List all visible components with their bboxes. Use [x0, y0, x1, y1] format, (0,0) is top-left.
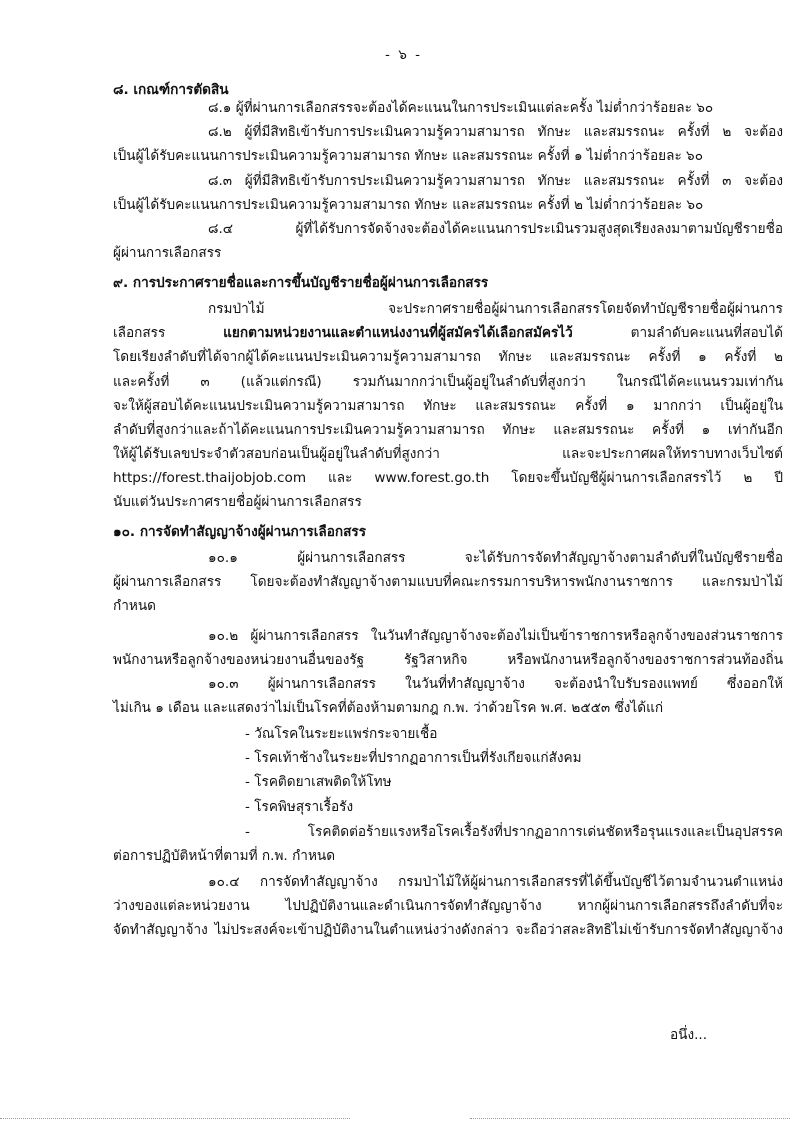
- section-10-1-line1: ๑๐.๑ ผู้ผ่านการเลือกสรร จะได้รับการจัดทำสัญญาจ้างตามลำดับที่ในบัญชีรายชื่อ: [208, 550, 783, 566]
- section-9-line5: จะให้ผู้สอบได้คะแนนประเมินความรู้ความสามารถ ทักษะ และสมรรถนะ ครั้งที่ ๑ มากกว่า เป็นผู้อยู่ใน: [113, 398, 783, 414]
- section-10-4-line1: ๑๐.๔ การจัดทำสัญญาจ้าง กรมป่าไม้ให้ผู้ผ่านการเลือกสรรที่ได้ขึ้นบัญชีไว้ตามจำนวนตำแหน่ง: [208, 874, 783, 890]
- section-10-1-line2: ผู้ผ่านการเลือกสรร โดยจะต้องทำสัญญาจ้างตามแบบที่คณะกรรมการบริหารพนักงานราชการ และกรมป่าไม้: [113, 574, 783, 590]
- disease-item-5-cont: ต่อการปฏิบัติหน้าที่ตามที่ ก.พ. กำหนด: [113, 848, 336, 864]
- section-9-line1: กรมป่าไม้ จะประกาศรายชื่อผู้ผ่านการเลือกสรรโดยจัดทำบัญชีรายชื่อผู้ผ่านการ: [208, 301, 783, 317]
- section-9-title: ๙. การประกาศรายชื่อและการขึ้นบัญชีรายชื่อผู้ผ่านการเลือกสรร: [113, 275, 489, 291]
- section-8-3-line2: เป็นผู้ได้รับคะแนนการประเมินความรู้ความสามารถ ทักษะ และสมรรถนะ ครั้งที่ ๒ ไม่ต่ำกว่าร้อยละ ๖๐: [113, 197, 704, 213]
- section-9-line3: โดยเรียงลำดับที่ได้จากผู้ได้คะแนนประเมินความรู้ความสามารถ ทักษะ และสมรรถนะ ครั้งที่ ๑ ครั้งที่ ๒: [113, 349, 783, 365]
- page-number: - ๖ -: [385, 47, 423, 63]
- section-9-line6: ลำดับที่สูงกว่าและถ้าได้คะแนนการประเมินความรู้ความสามารถ ทักษะ และสมรรถนะ ครั้งที่ ๑ เท่ากันอีก: [113, 422, 783, 438]
- disease-item-3: - โรคติดยาเสพติดให้โทษ: [245, 774, 392, 790]
- section-10-3-line2: ไม่เกิน ๑ เดือน และแสดงว่าไม่เป็นโรคที่ต้องห้ามตามกฎ ก.พ. ว่าด้วยโรค พ.ศ. ๒๕๕๓ ซึ่งได้แก่: [113, 700, 664, 716]
- section-8-4-line2: ผู้ผ่านการเลือกสรร: [113, 245, 222, 261]
- section-9-line2-end: ตามลำดับคะแนนที่สอบได้: [630, 325, 783, 341]
- section-8-title: ๘. เกณฑ์การตัดสิน: [113, 82, 229, 98]
- section-10-2-line1: ๑๐.๒ ผู้ผ่านการเลือกสรร ในวันทำสัญญาจ้างจะต้องไม่เป็นข้าราชการหรือลูกจ้างของส่วนราชการ: [208, 628, 783, 644]
- bottom-divider-left: [0, 1118, 350, 1119]
- section-8-1: ๘.๑ ผู้ที่ผ่านการเลือกสรรจะต้องได้คะแนนในการประเมินแต่ละครั้ง ไม่ต่ำกว่าร้อยละ ๖๐: [208, 100, 714, 116]
- section-8-2-line2: เป็นผู้ได้รับคะแนนการประเมินความรู้ความสามารถ ทักษะ และสมรรถนะ ครั้งที่ ๑ ไม่ต่ำกว่าร้อยละ ๖๐: [113, 148, 703, 164]
- disease-item-1: - วัณโรคในระยะแพร่กระจายเชื้อ: [245, 726, 438, 742]
- section-8-3-line1: ๘.๓ ผู้ที่มีสิทธิเข้ารับการประเมินความรู้ความสามารถ ทักษะ และสมรรถนะ ครั้งที่ ๓ จะต้อง: [208, 173, 783, 189]
- section-9-line2: [113, 323, 783, 343]
- section-9-line4: และครั้งที่ ๓ (แล้วแต่กรณี) รวมกันมากกว่าเป็นผู้อยู่ในลำดับที่สูงกว่า ในกรณีได้คะแนนรวมเท่ากัน: [113, 374, 783, 390]
- bottom-divider-right: [470, 1118, 790, 1119]
- section-8-4-line1: ๘.๔ ผู้ที่ได้รับการจัดจ้างจะต้องได้คะแนนการประเมินรวมสูงสุดเรียงลงมาตามบัญชีรายชื่อ: [208, 221, 783, 237]
- section-10-2-line2: พนักงานหรือลูกจ้างของหน่วยงานอื่นของรัฐ รัฐวิสาหกิจ หรือพนักงานหรือลูกจ้างของราชการส่วนท้องถิ่น: [113, 652, 783, 668]
- section-10-4-line3: จัดทำสัญญาจ้าง ไม่ประสงค์จะเข้าปฏิบัติงานในตำแหน่งว่างดังกล่าว จะถือว่าสละสิทธิไม่เข้ารับการจัดทำสัญญาจ้าง: [113, 922, 783, 938]
- section-9-line9: นับแต่วันประกาศรายชื่อผู้ผ่านการเลือกสรร: [113, 494, 362, 510]
- section-9-line2-start: เลือกสรร: [113, 325, 166, 341]
- continuation-text: อนึ่ง...: [670, 1027, 708, 1043]
- section-8-2-line1: ๘.๒ ผู้ที่มีสิทธิเข้ารับการประเมินความรู้ความสามารถ ทักษะ และสมรรถนะ ครั้งที่ ๒ จะต้อง: [208, 124, 783, 140]
- section-9-line7: ให้ผู้ได้รับเลขประจำตัวสอบก่อนเป็นผู้อยู่ในลำดับที่สูงกว่า และจะประกาศผลให้ทราบทางเว็บไซต์: [113, 446, 783, 462]
- section-10-1-line3: กำหนด: [113, 598, 156, 614]
- disease-item-5: - โรคติดต่อร้ายแรงหรือโรคเรื้อรังที่ปรากฏอาการเด่นชัดหรือรุนแรงและเป็นอุปสรรค: [245, 824, 783, 840]
- section-9-line2-emphasis: แยกตามหน่วยงานและตำแหน่งงานที่ผู้สมัครได้เลือกสมัครไว้: [223, 325, 573, 341]
- section-10-title: ๑๐. การจัดทำสัญญาจ้างผู้ผ่านการเลือกสรร: [113, 524, 366, 540]
- disease-item-2: - โรคเท้าช้างในระยะที่ปรากฏอาการเป็นที่รังเกียจแก่สังคม: [245, 750, 582, 766]
- section-10-4-line2: ว่างของแต่ละหน่วยงาน ไปปฏิบัติงานและดำเนินการจัดทำสัญญาจ้าง หากผู้ผ่านการเลือกสรรถึงลำดับที่จะ: [113, 898, 783, 914]
- section-9-line8: https://forest.thaijobjob.com และ www.forest.go.th โดยจะขึ้นบัญชีผู้ผ่านการเลือกสรรไว้ ๒ ปี: [113, 470, 783, 486]
- disease-item-4: - โรคพิษสุราเรื้อรัง: [245, 799, 354, 815]
- section-10-3-line1: ๑๐.๓ ผู้ผ่านการเลือกสรร ในวันที่ทำสัญญาจ้าง จะต้องนำใบรับรองแพทย์ ซึ่งออกให้: [208, 676, 783, 692]
